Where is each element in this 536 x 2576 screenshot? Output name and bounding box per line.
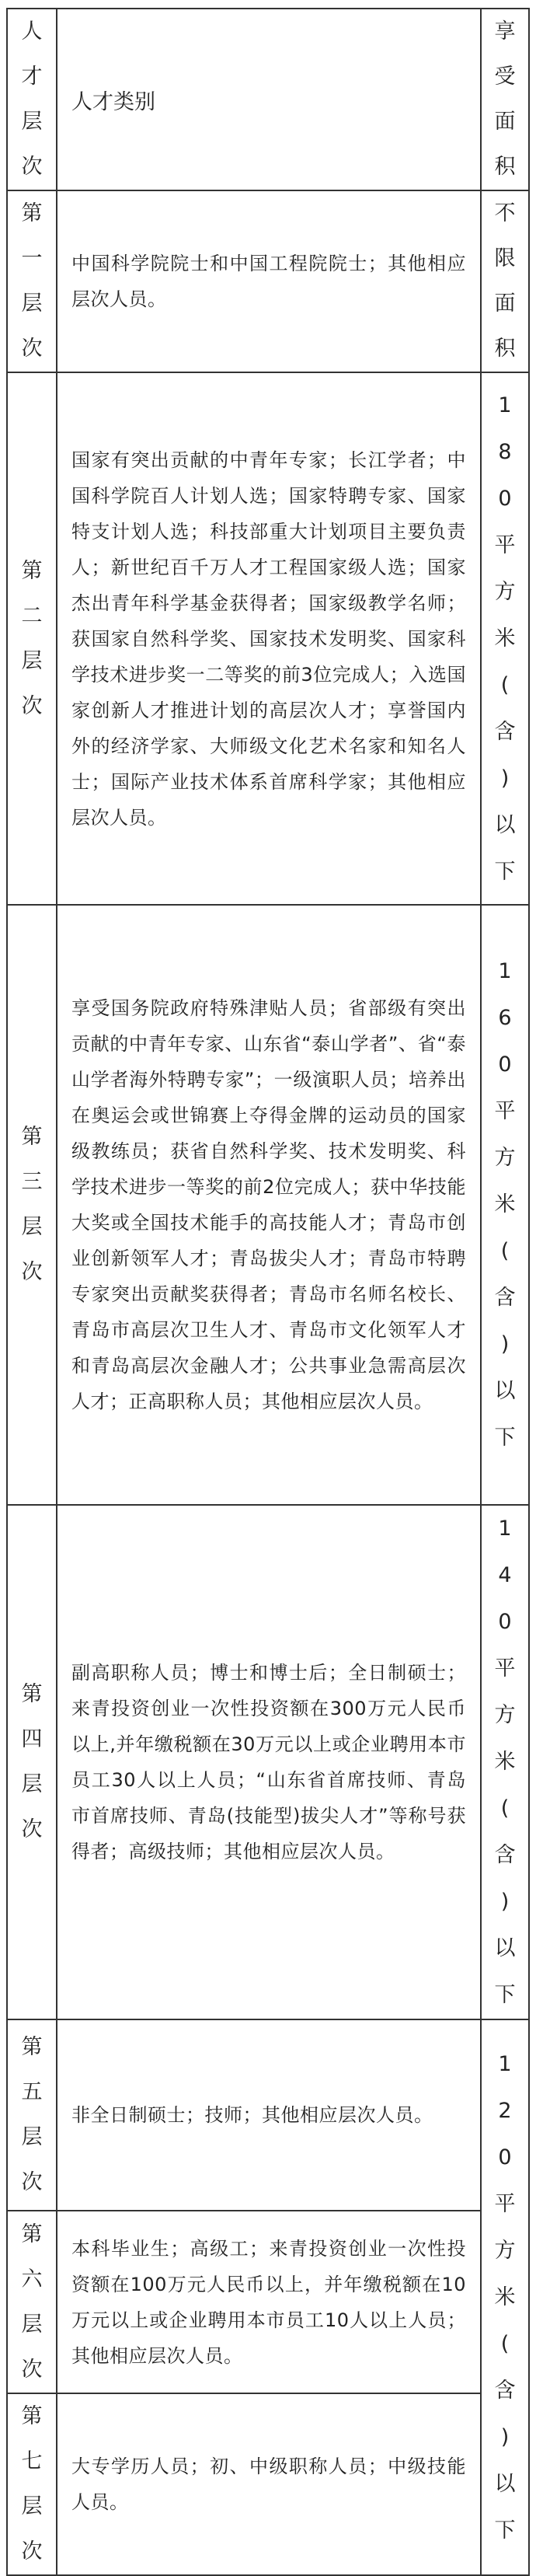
table-row <box>7 905 529 1505</box>
shared-area: 1 2 0 平 方 米 ( 含 ) 以 下 <box>494 2051 516 2543</box>
header-category-label: 人才类别 <box>57 9 481 190</box>
row-category: 大专学历人员；初、中级职称人员；中级技能人员。 <box>71 2456 466 2513</box>
talent-table <box>6 8 530 2576</box>
row-category: 非全日制硕士；技师；其他相应层次人员。 <box>71 2104 433 2126</box>
row-area: 1 4 0 平 方 米 ( 含 ) 以 下 <box>494 1517 516 2007</box>
row-category: 中国科学院院士和中国工程院院士；其他相应层次人员。 <box>71 253 466 310</box>
header-level-cell <box>7 9 57 190</box>
table-header-row <box>7 9 529 190</box>
table-row <box>7 2393 529 2575</box>
row-level: 第 三 层 次 <box>21 1125 43 1284</box>
row-category: 国家有突出贡献的中青年专家；长江学者；中国科学院百人计划人选；国家特聘专家、国家特支计划人选；科技部重大计划项目主要负责人；新世纪百千万人才工程国家级人选；国家杰出青年科学基金获得者；国家级教学名师；获国家自然科学奖、国家技术发明奖、国家科学技术进步奖一二等奖的前3位完成人；入选国家创新人才推进计划的高层次人才；享誉国内外的经济学家、大师级文化艺术名家和知名人士；国际产业技术体系首席科学家；其他相应层次人员。 <box>71 449 466 829</box>
header-area-cell <box>481 9 529 190</box>
table-row <box>7 1505 529 2019</box>
table-row <box>7 2019 529 2211</box>
row-category: 本科毕业生；高级工；来青投资创业一次性投资额在100万元人民币以上，并年缴税额在10万元以上或企业聘用本市员工10人以上人员；其他相应层次人员。 <box>71 2237 466 2367</box>
row-area: 1 8 0 平 方 米 ( 含 ) 以 下 <box>494 393 516 884</box>
header-area-label: 享 受 面 积 <box>494 19 516 179</box>
header-level-label: 人 才 层 次 <box>21 19 43 179</box>
row-category: 副高职称人员；博士和博士后；全日制硕士；来青投资创业一次性投资额在300万元人民币以上,并年缴税额在30万元以上或企业聘用本市员工30人以上人员；“山东省首席技师、青岛市首席技师、青岛(技能型)拔尖人才”等称号获得者；高级技师；其他相应层次人员。 <box>71 1662 466 1862</box>
row-level: 第 二 层 次 <box>21 558 43 718</box>
table-row <box>7 2211 529 2393</box>
row-level: 第 一 层 次 <box>21 201 43 361</box>
table-row <box>7 190 529 372</box>
row-level: 第 七 层 次 <box>21 2404 43 2564</box>
table-row <box>7 372 529 905</box>
row-area: 1 6 0 平 方 米 ( 含 ) 以 下 <box>494 959 516 1450</box>
row-level: 第 四 层 次 <box>21 1682 43 1841</box>
row-level: 第 六 层 次 <box>21 2222 43 2382</box>
row-area: 不 限 面 积 <box>494 201 516 361</box>
row-category: 享受国务院政府特殊津贴人员；省部级有突出贡献的中青年专家、山东省“泰山学者”、省“泰山学者海外特聘专家”；一级演职人员；培养出在奥运会或世锦赛上夺得金牌的运动员的国家级教练员；获省自然科学奖、技术发明奖、科学技术进步一等奖的前2位完成人；获中华技能大奖或全国技术能手的高技能人才；青岛市创业创新领军人才；青岛拔尖人才；青岛市特聘专家突出贡献奖获得者；青岛市名师名校长、青岛市高层次卫生人才、青岛市文化领军人才和青岛高层次金融人才；公共事业急需高层次人才；正高职称人员；其他相应层次人员。 <box>71 997 466 1412</box>
row-level: 第 五 层 次 <box>21 2035 43 2194</box>
